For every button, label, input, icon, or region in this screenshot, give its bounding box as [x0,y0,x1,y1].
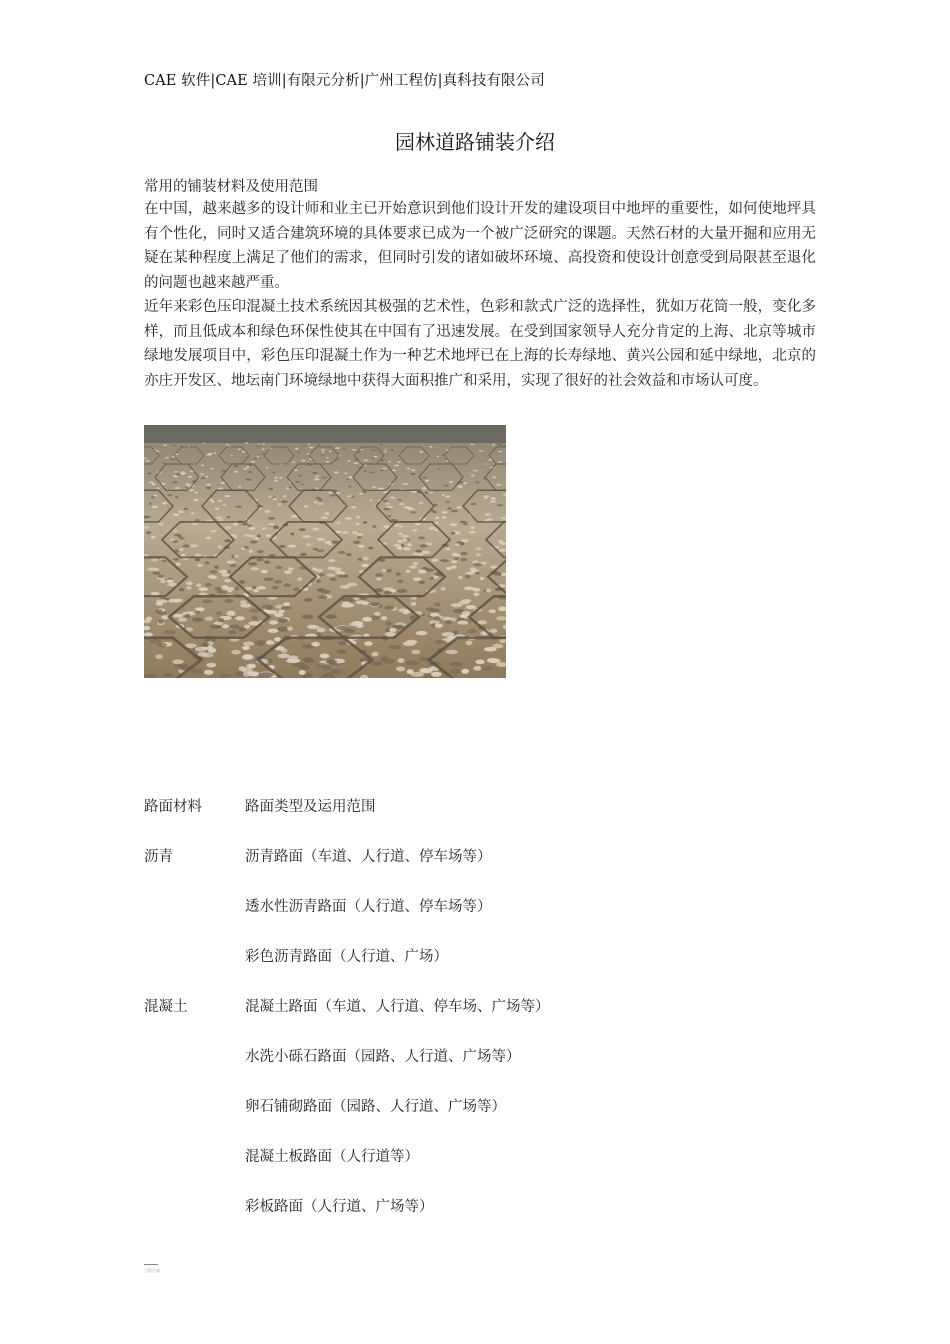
paving-materials-table [144,795,764,1245]
material-cell: 沥青 [144,849,173,865]
page-header: CAE 软件|CAE 培训|有限元分析|广州工程仿|真科技有限公司 [144,73,545,89]
type-cell: 混凝土路面（车道、人行道、停车场、广场等） [245,999,550,1015]
table-row [144,845,764,895]
page-title: 园林道路铺装介绍 [395,130,555,154]
table-row [144,1145,764,1195]
material-cell: 混凝土 [144,999,188,1015]
type-cell: 混凝土板路面（人行道等） [245,1149,419,1165]
hexagonal-paving-image [144,425,506,678]
paving-photo [144,425,506,678]
table-row [144,945,764,995]
table-row [144,1195,764,1245]
section-heading: 常用的铺装材料及使用范围 [144,179,318,195]
type-cell: 彩板路面（人行道、广场等） [245,1199,434,1215]
type-cell: 透水性沥青路面（人行道、停车场等） [245,899,492,915]
table-row [144,995,764,1045]
type-cell: 水洗小砾石路面（园路、人行道、广场等） [245,1049,521,1065]
wall-band [144,425,506,443]
header-types: 路面类型及运用范围 [245,799,376,815]
type-cell: 沥青路面（车道、人行道、停车场等） [245,849,492,865]
type-cell: 卵石铺砌路面（园路、人行道、广场等） [245,1099,506,1115]
table-row [144,1095,764,1145]
footer-note: 工程仿真 [144,1268,160,1273]
type-cell: 彩色沥青路面（人行道、广场） [245,949,448,965]
table-row [144,1045,764,1095]
table-header-row [144,795,764,845]
intro-paragraph-1: 在中国，越来越多的设计师和业主已开始意识到他们设计开发的建设项目中地坪的重要性，如何使地坪具有个性化，同时又适合建筑环境的具体要求已成为一个被广泛研究的课题。天然石材的大量开掘和应用无疑在某种程度上满足了他们的需求，但同时引发的诸如破坏环境、高投资和使设计创意受到局限甚至退化的问题也越来越严重。 [144,201,816,291]
footer-divider [144,1264,158,1265]
header-material: 路面材料 [144,799,202,815]
intro-paragraph-2: 近年来彩色压印混凝土技术系统因其极强的艺术性，色彩和款式广泛的选择性，犹如万花筒一般，变化多样，而且低成本和绿色环保性使其在中国有了迅速发展。在受到国家领导人充分肯定的上海、北京等城市绿地发展项目中，彩色压印混凝土作为一种艺术地坪已在上海的长寿绿地、黄兴公园和延中绿地，北京的亦庄开发区、地坛南门环境绿地中获得大面积推广和采用，实现了很好的社会效益和市场认可度。 [144,299,816,389]
table-row [144,895,764,945]
